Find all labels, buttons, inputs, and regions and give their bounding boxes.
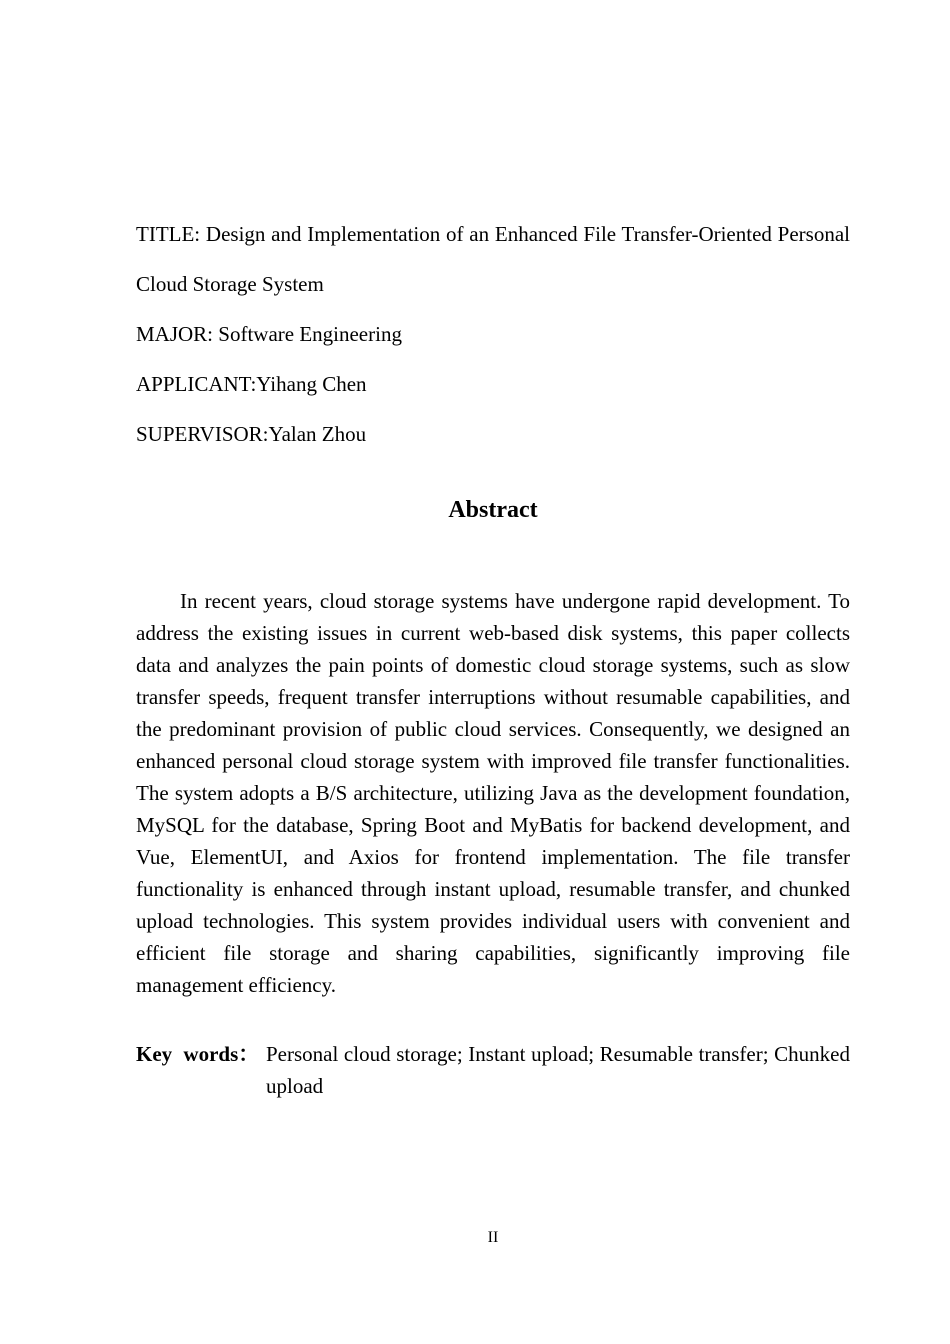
- abstract-body: In recent years, cloud storage systems have undergone rapid development. To address the existing issues in current web-based disk systems, this paper collects data and analyzes the pain points of domestic cloud storage systems, such as slow transfer speeds, frequent transfer interruptions without resumable capabilities, and the predominant provision of public cloud services. Consequently, we designed an enhanced personal cloud storage system with improved file transfer functionalities. The system adopts a B/S architecture, utilizing Java as the development foundation, MySQL for the database, Spring Boot and MyBatis for backend development, and Vue, ElementUI, and Axios for frontend implementation. The file transfer functionality is enhanced through instant upload, resumable transfer, and chunked upload technologies. This system provides individual users with convenient and efficient file storage and sharing capabilities, significantly improving file management efficiency.: [136, 589, 850, 997]
- thesis-applicant: APPLICANT:Yihang Chen: [136, 372, 367, 396]
- thesis-title: [136, 209, 850, 309]
- page-number: II: [487, 1229, 499, 1246]
- keywords-label: Key words：: [136, 1042, 260, 1066]
- thesis-supervisor: SUPERVISOR:Yalan Zhou: [136, 422, 367, 446]
- keywords-text: Personal cloud storage; Instant upload; Resumable transfer; Chunked upload: [266, 1042, 850, 1098]
- keywords-section: [136, 1038, 850, 1102]
- abstract-heading: Abstract: [448, 497, 538, 523]
- title-label: TITLE:: [136, 222, 201, 246]
- thesis-major: MAJOR: Software Engineering: [136, 322, 402, 346]
- title-value: Design and Implementation of an Enhanced File Transfer-Oriented Personal Cloud Storage System: [136, 222, 851, 296]
- thesis-metadata: [136, 209, 850, 459]
